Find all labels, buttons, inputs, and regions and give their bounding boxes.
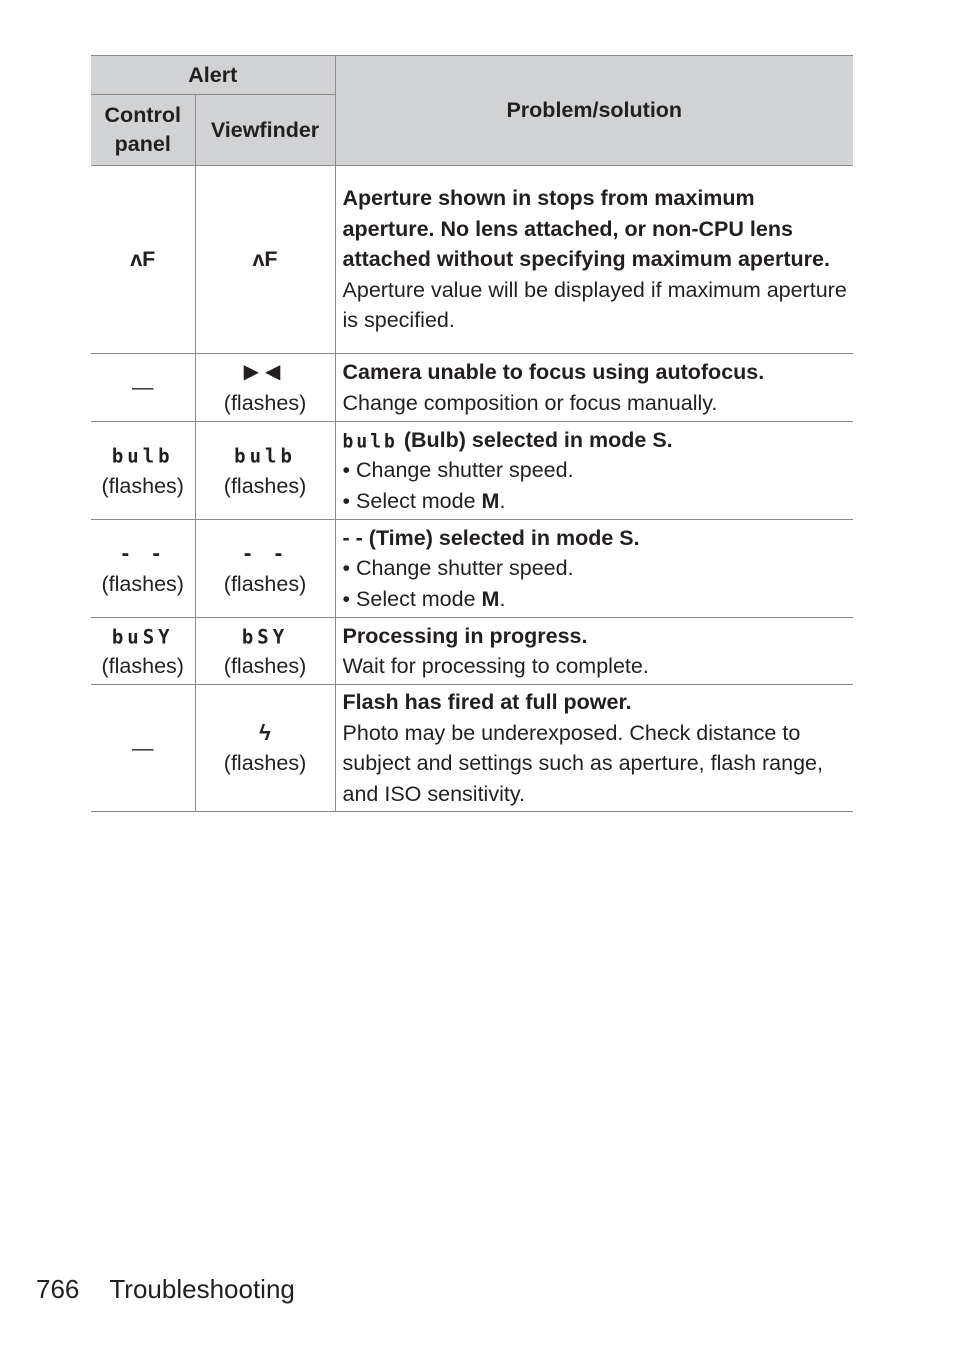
bullet-punct: .: [499, 586, 506, 611]
mode-letter: M: [481, 586, 500, 611]
flashes-note: (flashes): [223, 751, 307, 775]
flashes-note: (flashes): [101, 473, 184, 498]
problem-title-text: (Bulb) selected in mode S.: [397, 427, 673, 452]
viewfinder-cell: [195, 354, 335, 422]
bullet-text: Select mode: [356, 586, 482, 611]
focus-indicator-icon: ▶◀: [243, 361, 287, 383]
viewfinder-cell: [195, 685, 335, 812]
mode-letter: M: [481, 488, 500, 513]
solution-cell: [335, 354, 853, 422]
flashes-note: (flashes): [101, 654, 184, 678]
control-panel-cell: [91, 685, 195, 812]
page-footer: [36, 1274, 295, 1305]
flashes-note: (flashes): [223, 473, 307, 498]
aperture-stops-symbol: ᴧF: [252, 247, 278, 272]
page-number: 766: [36, 1274, 80, 1304]
bulb-lcd-symbol: bulb: [111, 444, 174, 468]
none-dash: —: [132, 375, 154, 400]
time-lcd-symbol: - -: [241, 542, 289, 566]
problem-title: Aperture shown in stops from maximum aperture. No lens attached, or non-CPU lens attached without specifying maximum aperture.: [342, 186, 830, 272]
flashes-note: (flashes): [223, 390, 307, 415]
problem-title: - - (Time) selected in mode S.: [342, 525, 640, 550]
control-panel-cell: [91, 166, 195, 354]
solution-text: Aperture value will be displayed if maximum aperture is specified.: [342, 277, 847, 333]
bullet-text: Select mode: [356, 488, 482, 513]
bullet-punct: .: [499, 488, 506, 513]
control-panel-cell: [91, 520, 195, 618]
section-title: Troubleshooting: [109, 1274, 295, 1304]
control-panel-cell: [91, 422, 195, 520]
table-row: [91, 685, 853, 812]
solution-cell: [335, 166, 853, 354]
solution-text: Photo may be underexposed. Check distance to subject and settings such as aperture, flash range, and ISO sensitivity.: [342, 720, 823, 806]
problem-title: Camera unable to focus using autofocus.: [342, 360, 765, 384]
solution-cell: [335, 520, 853, 618]
solution-text: Wait for processing to complete.: [342, 654, 649, 678]
solution-bullet: • Change shutter speed.: [343, 553, 848, 584]
busy-lcd-symbol: buSY: [111, 624, 174, 649]
none-dash: —: [132, 735, 154, 760]
time-lcd-symbol: - -: [119, 542, 166, 566]
viewfinder-cell: [195, 166, 335, 354]
solution-cell: [335, 618, 853, 685]
solution-cell: [335, 685, 853, 812]
header-control-panel: Control panel: [91, 95, 195, 166]
header-problem-solution: Problem/solution: [335, 56, 853, 166]
flash-ready-icon: ϟ: [259, 719, 271, 745]
control-panel-cell: [91, 354, 195, 422]
solution-bullet: [343, 486, 848, 517]
table-row: [91, 520, 853, 618]
table-row: [91, 422, 853, 520]
bulb-lcd-symbol: bulb: [234, 444, 296, 468]
control-panel-cell: [91, 618, 195, 685]
flashes-note: (flashes): [223, 571, 307, 596]
busy-lcd-symbol: bSY: [241, 624, 289, 649]
viewfinder-cell: [195, 520, 335, 618]
table-row: [91, 354, 853, 422]
problem-title: [343, 425, 848, 456]
problem-title: Processing in progress.: [342, 623, 588, 648]
flashes-note: (flashes): [223, 654, 307, 678]
alerts-table: [91, 55, 853, 812]
viewfinder-cell: [195, 618, 335, 685]
table-row: [91, 166, 853, 354]
flashes-note: (flashes): [101, 571, 184, 596]
solution-bullet: • Change shutter speed.: [343, 455, 848, 486]
header-viewfinder: Viewfinder: [195, 95, 335, 166]
header-alert: Alert: [91, 56, 335, 95]
solution-bullet: [343, 584, 848, 615]
table-row: [91, 618, 853, 685]
bulb-lcd-symbol: bulb: [342, 430, 398, 453]
problem-title: Flash has fired at full power.: [342, 690, 632, 714]
solution-text: Change composition or focus manually.: [342, 390, 718, 415]
aperture-stops-symbol: ᴧF: [130, 247, 156, 272]
solution-cell: [335, 422, 853, 520]
viewfinder-cell: [195, 422, 335, 520]
